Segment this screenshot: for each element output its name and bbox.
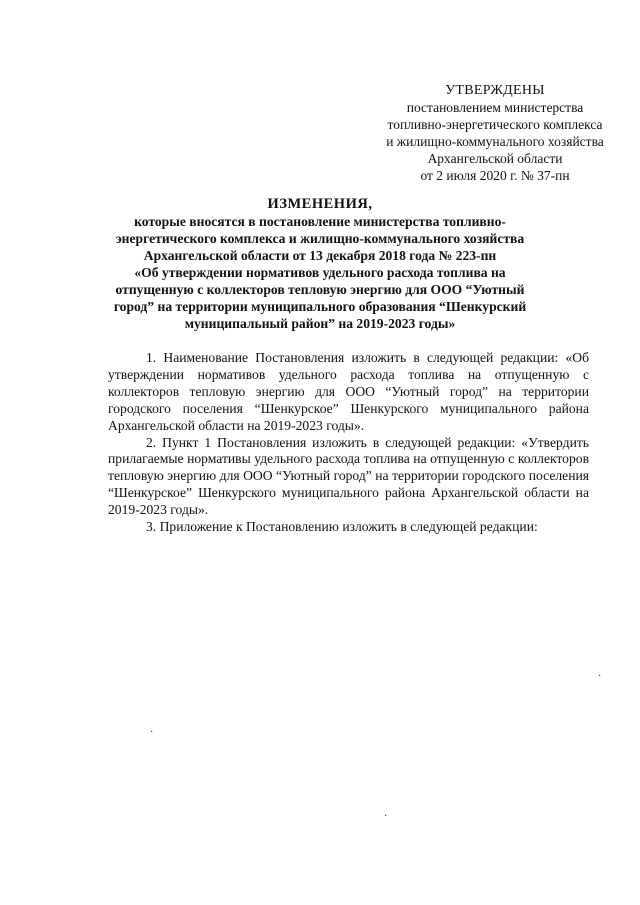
heading-title: ИЗМЕНЕНИЯ, [267, 196, 373, 212]
approval-line: постановлением министерства [406, 100, 584, 115]
scan-speck: · [384, 811, 388, 822]
heading-line: «Об утверждении нормативов удельного расхода топлива на [134, 265, 506, 280]
paragraph-1: 1. Наименование Постановления изложить в следующей редакции: «Об утверждении нормативов удельного расхода топлива на отпущенную с коллекторов тепловую энергию для ООО “Уютный город” на территории городского поселения “Шенкурское” Шенкурского муниципального района Архангельской области на 2019-2023 годы». [108, 350, 589, 433]
document-body [108, 350, 589, 536]
heading-line: муниципальный район” на 2019-2023 годы» [184, 316, 456, 331]
approval-title: УТВЕРЖДЕНЫ [445, 83, 545, 98]
scan-speck: · [150, 727, 154, 738]
approval-line: и жилищно-коммунального хозяйства [386, 134, 604, 149]
approval-line: топливно-энергетического комплекса [387, 117, 603, 132]
heading-line: отпущенную с коллекторов тепловую энергию для ООО “Уютный [115, 282, 525, 297]
paragraph-2: 2. Пункт 1 Постановления изложить в следующей редакции: «Утвердить прилагаемые нормативы удельного расхода топлива на отпущенную с коллекторов тепловую энергию для ООО “Уютный город” на территории городского поселения “Шенкурское” Шенкурского муниципального района Архангельской области на 2019-2023 годы». [108, 434, 589, 518]
heading-line: Архангельской области от 13 декабря 2018 года № 223-пн [143, 248, 497, 263]
approval-line: от 2 июля 2020 г. № 37-пн [420, 168, 570, 183]
heading-line: город” на территории муниципального образования “Шенкурский [113, 299, 527, 314]
scan-speck: · [598, 671, 602, 682]
heading-line: энергетического комплекса и жилищно-коммунального хозяйства [115, 231, 525, 246]
approval-block [360, 82, 630, 184]
heading-line: которые вносятся в постановление министерства топливно- [134, 214, 506, 229]
approval-line: Архангельской области [427, 151, 563, 166]
document-heading [100, 196, 540, 332]
paragraph-3: 3. Приложение к Постановлению изложить в следующей редакции: [146, 519, 538, 535]
